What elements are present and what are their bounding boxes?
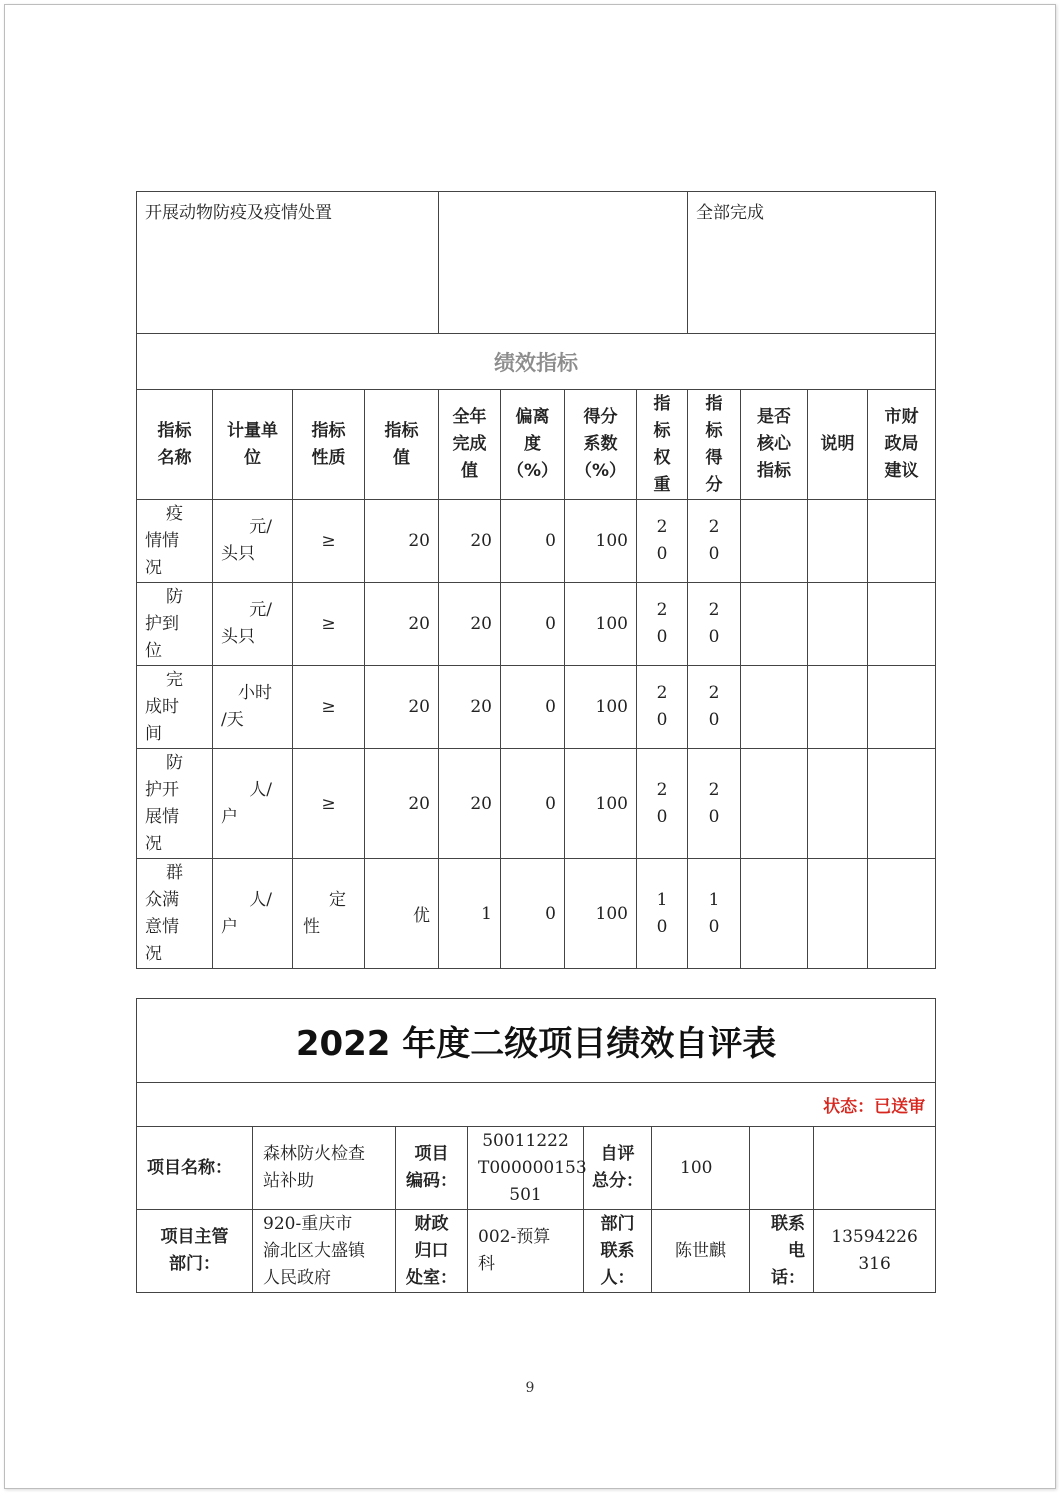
indicator-note bbox=[808, 749, 868, 859]
cell-line: 元/ bbox=[249, 517, 272, 537]
indicator-target: 20 bbox=[365, 583, 439, 666]
phone-value: 13594226 316 bbox=[814, 1210, 936, 1293]
cell-line: 人/ bbox=[249, 889, 272, 910]
cell-line: 况 bbox=[145, 833, 162, 854]
cell-line: 0 bbox=[656, 916, 668, 937]
cell-line: /天 bbox=[221, 710, 244, 730]
cell-line: 定 bbox=[329, 889, 346, 910]
indicator-score bbox=[688, 500, 741, 583]
cell-line: 护开 bbox=[145, 779, 179, 800]
cell-line: 0 bbox=[656, 710, 668, 730]
indicator-name bbox=[137, 749, 213, 859]
cell-line: 展情 bbox=[145, 806, 179, 827]
cell-line: 况 bbox=[145, 943, 162, 964]
form-title-row bbox=[137, 999, 936, 1083]
indicator-target: 20 bbox=[365, 500, 439, 583]
indicator-score bbox=[688, 749, 741, 859]
indicator-actual: 20 bbox=[439, 666, 501, 749]
indicator-coefficient: 100 bbox=[565, 500, 637, 583]
column-header: 是否 核心 指标 bbox=[741, 390, 808, 500]
indicator-weight bbox=[637, 500, 688, 583]
column-header: 市财 政局 建议 bbox=[868, 390, 936, 500]
indicator-coefficient: 100 bbox=[565, 666, 637, 749]
form-title: 2022 年度二级项目绩效自评表 bbox=[137, 999, 936, 1083]
activity-status: 全部完成 bbox=[688, 192, 936, 334]
cell-line: 0 bbox=[708, 916, 720, 937]
indicator-suggestion bbox=[868, 583, 936, 666]
column-header: 指 标 得 分 bbox=[688, 390, 741, 500]
self-score-value: 100 bbox=[652, 1127, 750, 1210]
indicator-actual: 20 bbox=[439, 749, 501, 859]
performance-indicator-table bbox=[136, 191, 936, 969]
cell-line: 众满 bbox=[145, 889, 179, 910]
section-header-row bbox=[137, 334, 936, 390]
cell-line: 0 bbox=[708, 806, 720, 827]
cell-line: 疫 bbox=[166, 503, 183, 524]
indicator-note bbox=[808, 666, 868, 749]
indicator-note bbox=[808, 500, 868, 583]
indicator-actual: 20 bbox=[439, 500, 501, 583]
indicator-actual: 1 bbox=[439, 859, 501, 969]
column-header-row bbox=[137, 390, 936, 500]
indicator-deviation: 0 bbox=[501, 666, 565, 749]
indicator-target: 20 bbox=[365, 749, 439, 859]
column-header: 说明 bbox=[808, 390, 868, 500]
indicator-core bbox=[741, 859, 808, 969]
cell-line: 2 bbox=[656, 517, 668, 537]
indicator-coefficient: 100 bbox=[565, 859, 637, 969]
indicator-score bbox=[688, 859, 741, 969]
indicator-row bbox=[137, 583, 936, 666]
phone-label: 联系 电 话： bbox=[750, 1210, 814, 1293]
indicator-target: 20 bbox=[365, 666, 439, 749]
indicator-nature: ≥ bbox=[293, 583, 365, 666]
indicator-unit bbox=[213, 583, 293, 666]
indicator-row bbox=[137, 500, 936, 583]
indicator-actual: 20 bbox=[439, 583, 501, 666]
indicator-deviation: 0 bbox=[501, 859, 565, 969]
cell-line: 情情 bbox=[145, 530, 179, 551]
cell-line: 完 bbox=[166, 669, 183, 690]
cell-line: 防 bbox=[166, 752, 183, 773]
column-header: 指标 值 bbox=[365, 390, 439, 500]
column-header: 指 标 权 重 bbox=[637, 390, 688, 500]
cell-line: 位 bbox=[145, 640, 162, 661]
activity-blank bbox=[439, 192, 688, 334]
column-header: 指标 名称 bbox=[137, 390, 213, 500]
indicator-score bbox=[688, 666, 741, 749]
cell-line: 群 bbox=[166, 862, 183, 883]
indicator-suggestion bbox=[868, 666, 936, 749]
cell-line: 户 bbox=[221, 806, 238, 827]
indicator-row bbox=[137, 859, 936, 969]
project-code-label: 项目 编码： bbox=[396, 1127, 468, 1210]
indicator-suggestion bbox=[868, 749, 936, 859]
status-row bbox=[137, 1083, 936, 1127]
cell-line: 2 bbox=[656, 779, 668, 800]
cell-line: 性 bbox=[303, 916, 320, 937]
indicator-row bbox=[137, 749, 936, 859]
empty-cell-2 bbox=[814, 1127, 936, 1210]
cell-line: 人/ bbox=[249, 779, 272, 800]
finance-office-label: 财政 归口 处室： bbox=[396, 1210, 468, 1293]
cell-line: 小时 bbox=[238, 683, 272, 703]
self-evaluation-form bbox=[136, 998, 936, 1293]
status-badge: 状态：已送审 bbox=[137, 1083, 936, 1127]
indicator-weight bbox=[637, 583, 688, 666]
activity-item: 开展动物防疫及疫情处置 bbox=[137, 192, 439, 334]
finance-office-value: 002-预算 科 bbox=[468, 1210, 584, 1293]
project-name-value: 森林防火检查站补助 bbox=[253, 1127, 396, 1210]
cell-line: 户 bbox=[221, 916, 238, 937]
cell-line: 头只 bbox=[221, 627, 255, 647]
indicator-note bbox=[808, 583, 868, 666]
indicator-coefficient: 100 bbox=[565, 749, 637, 859]
indicator-target: 优 bbox=[365, 859, 439, 969]
column-header: 得分 系数 （%） bbox=[565, 390, 637, 500]
department-label: 项目主管 部门： bbox=[137, 1210, 253, 1293]
cell-line: 2 bbox=[708, 779, 720, 800]
cell-line: 2 bbox=[708, 517, 720, 537]
indicator-deviation: 0 bbox=[501, 500, 565, 583]
activity-row bbox=[137, 192, 936, 334]
cell-line: 0 bbox=[708, 627, 720, 647]
indicator-weight bbox=[637, 749, 688, 859]
cell-line: 2 bbox=[708, 683, 720, 703]
cell-line: 间 bbox=[145, 723, 162, 744]
indicator-unit bbox=[213, 500, 293, 583]
column-header: 指标 性质 bbox=[293, 390, 365, 500]
contact-value: 陈世麒 bbox=[652, 1210, 750, 1293]
indicator-deviation: 0 bbox=[501, 749, 565, 859]
indicator-note bbox=[808, 859, 868, 969]
indicator-weight bbox=[637, 859, 688, 969]
self-score-label: 自评 总分： bbox=[584, 1127, 652, 1210]
cell-line: 1 bbox=[656, 889, 668, 910]
cell-line: 头只 bbox=[221, 544, 255, 564]
indicator-core bbox=[741, 500, 808, 583]
column-header: 计量单 位 bbox=[213, 390, 293, 500]
project-name-label: 项目名称： bbox=[137, 1127, 253, 1210]
indicator-row bbox=[137, 666, 936, 749]
indicator-name bbox=[137, 583, 213, 666]
indicator-suggestion bbox=[868, 500, 936, 583]
cell-line: 1 bbox=[708, 889, 720, 910]
column-header: 全年 完成 值 bbox=[439, 390, 501, 500]
cell-line: 0 bbox=[656, 806, 668, 827]
indicator-suggestion bbox=[868, 859, 936, 969]
indicator-weight bbox=[637, 666, 688, 749]
indicator-core bbox=[741, 666, 808, 749]
indicator-score bbox=[688, 583, 741, 666]
project-info-row bbox=[137, 1127, 936, 1210]
cell-line: 意情 bbox=[145, 916, 179, 937]
indicator-nature: ≥ bbox=[293, 500, 365, 583]
page-number: 9 bbox=[525, 1380, 535, 1396]
cell-line: 2 bbox=[708, 600, 720, 620]
contact-label: 部门 联系 人： bbox=[584, 1210, 652, 1293]
cell-line: 2 bbox=[656, 683, 668, 703]
cell-line: 2 bbox=[656, 600, 668, 620]
cell-line: 况 bbox=[145, 557, 162, 578]
indicator-name bbox=[137, 666, 213, 749]
department-value: 920-重庆市 渝北区大盛镇 人民政府 bbox=[253, 1210, 396, 1293]
indicator-name bbox=[137, 500, 213, 583]
indicator-deviation: 0 bbox=[501, 583, 565, 666]
section-title: 绩效指标 bbox=[137, 334, 936, 390]
column-header: 偏离 度 （%） bbox=[501, 390, 565, 500]
indicator-nature: ≥ bbox=[293, 666, 365, 749]
cell-line: 0 bbox=[656, 544, 668, 564]
cell-line: 防 bbox=[166, 586, 183, 607]
project-code-value: 50011222 T000000153 501 bbox=[468, 1127, 584, 1210]
indicator-core bbox=[741, 583, 808, 666]
cell-line: 0 bbox=[708, 544, 720, 564]
cell-line: 成时 bbox=[145, 696, 179, 717]
indicator-coefficient: 100 bbox=[565, 583, 637, 666]
cell-line: 0 bbox=[708, 710, 720, 730]
cell-line: 护到 bbox=[145, 613, 179, 634]
cell-line: 元/ bbox=[249, 600, 272, 620]
cell-line: 0 bbox=[656, 627, 668, 647]
indicator-unit bbox=[213, 859, 293, 969]
indicator-nature bbox=[293, 859, 365, 969]
indicator-unit bbox=[213, 666, 293, 749]
indicator-nature: ≥ bbox=[293, 749, 365, 859]
department-info-row bbox=[137, 1210, 936, 1293]
indicator-core bbox=[741, 749, 808, 859]
empty-cell-1 bbox=[750, 1127, 814, 1210]
indicator-name bbox=[137, 859, 213, 969]
indicator-unit bbox=[213, 749, 293, 859]
